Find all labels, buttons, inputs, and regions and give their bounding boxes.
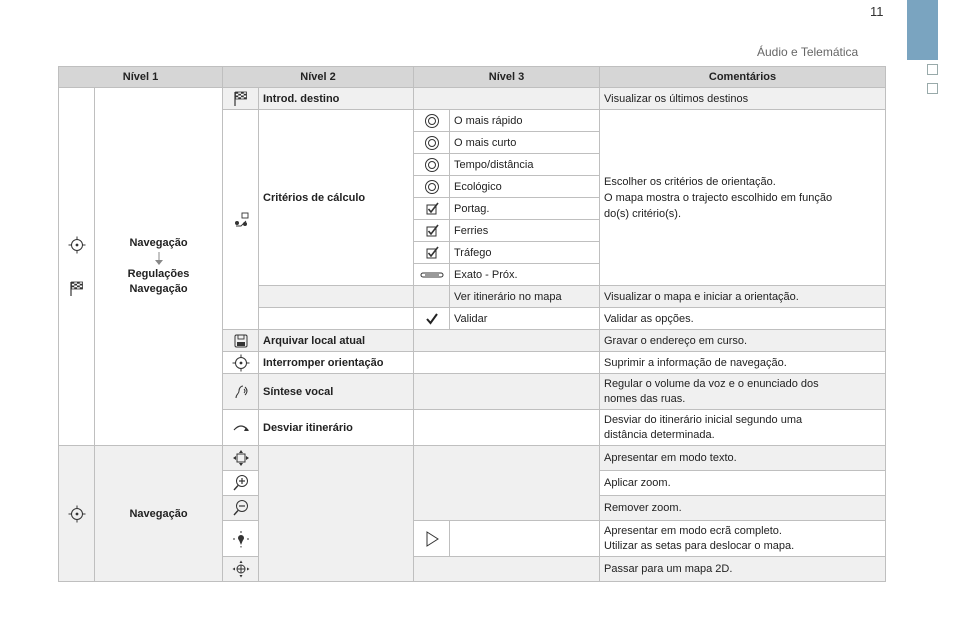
header-level2: Nível 2 xyxy=(223,67,414,88)
arrow-down-icon xyxy=(154,252,164,266)
sec2-comment: Aplicar zoom. xyxy=(600,471,886,496)
option-label: Portag. xyxy=(450,198,600,220)
header-comments: Comentários xyxy=(600,67,886,88)
opt-icon-cell xyxy=(414,198,450,220)
map-label: Ver itinerário no mapa xyxy=(450,286,600,308)
fullscreen-pin-icon xyxy=(232,530,250,548)
checkbox-icon xyxy=(423,222,441,240)
validate-comment: Validar as opções. xyxy=(600,308,886,330)
map-2d-icon xyxy=(232,560,250,578)
interromper-label: Interromper orientação xyxy=(259,352,414,374)
opt-icon-cell xyxy=(414,264,450,286)
sintese-label: Síntese vocal xyxy=(259,374,414,410)
option-label: Ferries xyxy=(450,220,600,242)
sec2-icon-cell xyxy=(223,471,259,496)
desviar-icon-cell xyxy=(223,410,259,446)
page-subtitle: Áudio e Telemática xyxy=(757,45,859,59)
sec2-comment-line1: Apresentar em modo ecrã completo. xyxy=(604,524,782,537)
header-level1: Nível 1 xyxy=(59,67,223,88)
desviar-l3-empty xyxy=(414,410,600,446)
interromper-comment: Suprimir a informação de navegação. xyxy=(600,352,886,374)
validate-icon-cell xyxy=(414,308,450,330)
option-label: Ecológico xyxy=(450,176,600,198)
desviar-comment-line2: distância determinada. xyxy=(604,428,715,441)
detour-icon xyxy=(232,419,250,437)
arquivar-comment: Gravar o endereço em curso. xyxy=(600,330,886,352)
map-icon-empty xyxy=(414,286,450,308)
radio-icon xyxy=(423,178,441,196)
interromper-icon-cell xyxy=(223,352,259,374)
sec2-l3-empty-2 xyxy=(450,521,600,557)
criterios-label: Critérios de cálculo xyxy=(259,110,414,286)
option-label: O mais curto xyxy=(450,132,600,154)
opt-icon-cell xyxy=(414,220,450,242)
introd-icon-cell xyxy=(223,88,259,110)
l1-sec2-icon-cell xyxy=(59,446,95,582)
crosshair-icon xyxy=(232,354,250,372)
option-label: O mais rápido xyxy=(450,110,600,132)
sintese-comment-line2: nomes das ruas. xyxy=(604,392,686,405)
sec2-l3-empty-3 xyxy=(414,557,600,582)
l1-label-navegacao-2: Navegação xyxy=(129,283,188,295)
sintese-icon-cell xyxy=(223,374,259,410)
page-number: 11 xyxy=(870,4,884,19)
sec2-l3-icon-cell xyxy=(414,521,450,557)
interromper-l3-empty xyxy=(414,352,600,374)
arquivar-label: Arquivar local atual xyxy=(259,330,414,352)
flag-icon xyxy=(68,280,86,298)
sec2-icon-cell xyxy=(223,521,259,557)
opt-icon-cell xyxy=(414,154,450,176)
sec2-l2-empty xyxy=(259,446,414,582)
criterios-icon-cell xyxy=(223,110,259,330)
checkbox-icon xyxy=(423,244,441,262)
l1-sec2-label: Navegação xyxy=(95,446,223,582)
sec2-l3-empty xyxy=(414,446,600,521)
validate-label: Validar xyxy=(450,308,600,330)
side-box-1 xyxy=(927,64,938,75)
desviar-comment-line1: Desviar do itinerário inicial segundo uma xyxy=(604,413,803,426)
sec2-comment: Passar para um mapa 2D. xyxy=(600,557,886,582)
radio-icon xyxy=(423,156,441,174)
save-icon xyxy=(232,332,250,350)
radio-icon xyxy=(423,112,441,130)
sec2-comment xyxy=(600,521,886,557)
criterios-comment-line3: do(s) critério(s). xyxy=(604,207,682,220)
arquivar-icon-cell xyxy=(223,330,259,352)
sec2-icon-cell xyxy=(223,557,259,582)
l1-icons-cell xyxy=(59,88,95,446)
sintese-l3-empty xyxy=(414,374,600,410)
crosshair-icon xyxy=(68,505,86,523)
side-box-2 xyxy=(927,83,938,94)
flag-icon xyxy=(232,90,250,108)
sec2-icon-cell xyxy=(223,446,259,471)
option-label: Tempo/distância xyxy=(450,154,600,176)
l1-label-regulacoes: Regulações xyxy=(127,268,190,280)
sec2-comment: Apresentar em modo texto. xyxy=(600,446,886,471)
voice-icon xyxy=(232,383,250,401)
section-tab xyxy=(907,0,938,60)
criterios-comment-line1: Escolher os critérios de orientação. xyxy=(604,175,776,188)
l1-label-cell xyxy=(95,88,223,446)
sec2-comment-line2: Utilizar as setas para deslocar o mapa. xyxy=(604,539,795,552)
introd-l3-empty xyxy=(414,88,600,110)
l1-label-navegacao: Navegação xyxy=(129,237,188,249)
arquivar-l3-empty xyxy=(414,330,600,352)
checkbox-icon xyxy=(423,200,441,218)
criterios-label-empty-2 xyxy=(259,308,414,330)
play-triangle-icon xyxy=(423,530,441,548)
desviar-label: Desviar itinerário xyxy=(259,410,414,446)
criterios-label-empty xyxy=(259,286,414,308)
criterios-comment xyxy=(600,110,886,286)
option-label: Tráfego xyxy=(450,242,600,264)
slider-icon xyxy=(420,266,444,284)
criterios-comment-line2: O mapa mostra o trajecto escolhido em função xyxy=(604,191,833,204)
zoom-out-icon xyxy=(232,499,250,517)
crosshair-icon xyxy=(68,236,86,254)
checkmark-icon xyxy=(425,312,439,326)
opt-icon-cell xyxy=(414,176,450,198)
introd-comment: Visualizar os últimos destinos xyxy=(600,88,886,110)
sec2-comment: Remover zoom. xyxy=(600,496,886,521)
desviar-comment xyxy=(600,410,886,446)
radio-icon xyxy=(423,134,441,152)
map-comment: Visualizar o mapa e iniciar a orientação. xyxy=(600,286,886,308)
route-criteria-icon xyxy=(232,211,250,229)
opt-icon-cell xyxy=(414,110,450,132)
move-arrows-icon xyxy=(232,449,250,467)
sintese-comment xyxy=(600,374,886,410)
header-level3: Nível 3 xyxy=(414,67,600,88)
sintese-comment-line1: Regular o volume da voz e o enunciado dos xyxy=(604,377,819,390)
introd-label: Introd. destino xyxy=(259,88,414,110)
opt-icon-cell xyxy=(414,242,450,264)
opt-icon-cell xyxy=(414,132,450,154)
sec2-icon-cell xyxy=(223,496,259,521)
menu-table xyxy=(58,66,886,582)
zoom-in-icon xyxy=(232,474,250,492)
option-label: Exato - Próx. xyxy=(450,264,600,286)
